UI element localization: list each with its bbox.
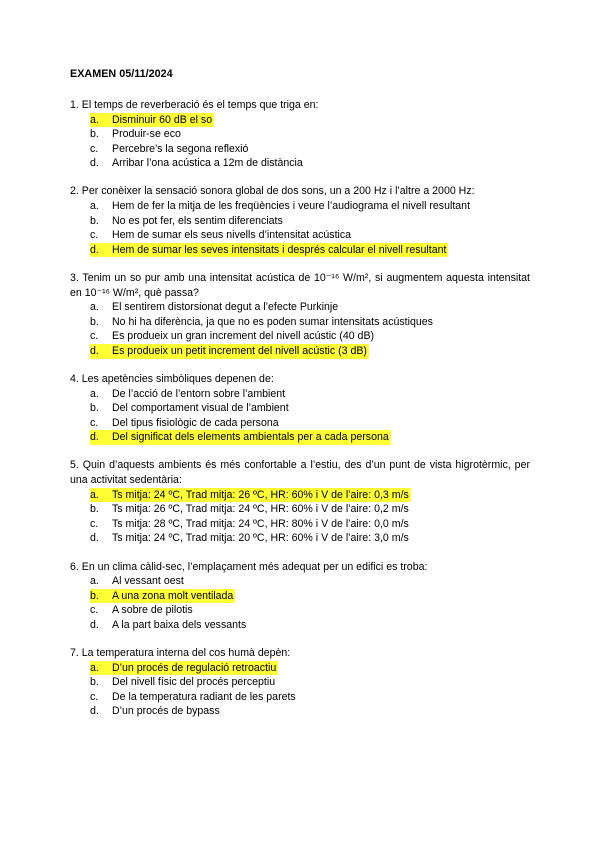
answer-body xyxy=(90,502,409,517)
option-text: No hi ha diferència, ja que no es poden sumar intensitats acústiques xyxy=(112,315,433,328)
option-letter: c. xyxy=(90,416,99,429)
option-letter: a. xyxy=(90,301,99,314)
answer-body xyxy=(90,300,338,315)
question-1 xyxy=(70,98,530,171)
answer-option xyxy=(90,574,530,589)
answer-body xyxy=(90,401,289,416)
question-text: 4. Les apetències simbòliques depenen de: xyxy=(70,373,274,385)
option-text: Ts mitja: 26 ºC, Trad mitja: 24 ºC, HR: 60% i V de l’aire: 0,2 m/s xyxy=(112,503,409,516)
answer-option xyxy=(90,488,530,503)
option-text: Es produeix un gran increment del nivell acústic (40 dB) xyxy=(112,330,375,343)
highlighted-answer xyxy=(90,243,448,258)
option-text: Del comportament visual de l’ambient xyxy=(112,402,289,415)
option-letter: c. xyxy=(90,229,99,242)
option-letter: b. xyxy=(90,503,99,516)
answer-option xyxy=(90,502,530,517)
question-6 xyxy=(70,560,530,633)
exam-page xyxy=(70,68,530,732)
answer-option xyxy=(90,401,530,416)
option-list xyxy=(70,387,530,445)
question-text: 6. En un clima càlid-sec, l’emplaçament més adequat per un edifici es troba: xyxy=(70,560,428,573)
answer-body xyxy=(90,127,181,142)
option-letter: a. xyxy=(90,661,99,674)
option-text: Ts mitja: 28 ºC, Trad mitja: 24 ºC, HR: 80% i V de l’aire: 0,0 m/s xyxy=(112,517,409,530)
answer-body xyxy=(90,675,275,690)
answer-body xyxy=(90,574,184,589)
answer-option xyxy=(90,603,530,618)
answer-option xyxy=(90,214,530,229)
answer-body xyxy=(90,517,409,532)
question-4 xyxy=(70,372,530,445)
question-text: 5. Quin d’aquests ambients és més confortable a l’estiu, des d’un punt de vista higrotèrmic, per una activitat sedentària: xyxy=(70,459,530,487)
option-text: Del tipus fisiològic de cada persona xyxy=(112,416,279,429)
option-text: Arribar l’ona acústica a 12m de distància xyxy=(112,157,303,170)
answer-option xyxy=(90,416,530,431)
option-letter: d. xyxy=(90,705,99,718)
exam-title: EXAMEN 05/11/2024 xyxy=(70,68,173,80)
question-text: 3. Tenim un so pur amb una intensitat acústica de 10⁻¹⁶ W/m², si augmentem aquesta intensitat en 10⁻¹⁶ W/m², què passa? xyxy=(70,271,530,299)
answer-body xyxy=(90,416,279,431)
answer-body xyxy=(90,199,470,214)
answer-option xyxy=(90,300,530,315)
option-letter: d. xyxy=(90,157,99,170)
option-text: El sentirem distorsionat degut a l’efecte Purkinje xyxy=(112,301,339,314)
answer-option xyxy=(90,387,530,402)
option-letter: b. xyxy=(90,214,99,227)
option-text: Percebre’s la segona reflexió xyxy=(112,142,249,155)
option-text: Hem de sumar les seves intensitats i després calcular el nivell resultant xyxy=(112,243,447,256)
answer-option xyxy=(90,127,530,142)
question-text: 7. La temperatura interna del cos humà depèn: xyxy=(70,647,291,659)
answer-option xyxy=(90,675,530,690)
option-text: Ts mitja: 24 ºC, Trad mitja: 20 ºC, HR: 60% i V de l’aire: 3,0 m/s xyxy=(112,532,409,545)
option-letter: a. xyxy=(90,387,99,400)
option-letter: c. xyxy=(90,690,99,703)
answer-body xyxy=(90,704,220,719)
answer-option xyxy=(90,618,530,633)
option-text: Es produeix un petit increment del nivell acústic (3 dB) xyxy=(112,344,367,357)
highlighted-answer xyxy=(90,488,411,503)
option-letter: c. xyxy=(90,330,99,343)
option-text: A la part baixa dels vessants xyxy=(112,618,247,631)
question-7 xyxy=(70,646,530,719)
answer-body xyxy=(90,329,374,344)
option-letter: b. xyxy=(90,128,99,141)
answer-body xyxy=(90,315,433,330)
answer-body xyxy=(90,387,285,402)
option-list xyxy=(70,113,530,171)
option-letter: c. xyxy=(90,517,99,530)
answer-option xyxy=(90,315,530,330)
option-list xyxy=(70,574,530,632)
option-letter: b. xyxy=(90,402,99,415)
option-letter: d. xyxy=(90,431,99,444)
answer-option xyxy=(90,531,530,546)
option-list xyxy=(70,488,530,546)
option-text: Al vessant oest xyxy=(112,575,184,588)
option-letter: a. xyxy=(90,488,99,501)
question-5 xyxy=(70,458,530,546)
option-letter: d. xyxy=(90,532,99,545)
option-letter: c. xyxy=(90,604,99,617)
answer-body xyxy=(90,603,193,618)
answer-body xyxy=(90,214,283,229)
answer-option xyxy=(90,704,530,719)
answer-body xyxy=(90,618,246,633)
option-letter: b. xyxy=(90,315,99,328)
option-text: Hem de fer la mitja de les freqüències i veure l’audiograma el nivell resultant xyxy=(112,200,471,213)
answer-option xyxy=(90,142,530,157)
option-letter: d. xyxy=(90,243,99,256)
answer-option xyxy=(90,430,530,445)
answer-body xyxy=(90,156,303,171)
answer-option xyxy=(90,589,530,604)
option-list xyxy=(70,661,530,719)
answer-body xyxy=(90,531,409,546)
option-letter: a. xyxy=(90,575,99,588)
highlighted-answer xyxy=(90,113,214,128)
option-letter: d. xyxy=(90,344,99,357)
answer-body xyxy=(90,142,248,157)
option-letter: a. xyxy=(90,113,99,126)
answer-option xyxy=(90,243,530,258)
option-text: Del nivell físic del procés perceptiu xyxy=(112,676,276,689)
question-text: 1. El temps de reverberació és el temps que triga en: xyxy=(70,99,319,111)
option-text: Hem de sumar els seus nivells d’intensitat acústica xyxy=(112,229,352,242)
answer-body xyxy=(90,690,296,705)
answer-option xyxy=(90,113,530,128)
option-letter: d. xyxy=(90,618,99,631)
option-letter: a. xyxy=(90,200,99,213)
option-text: Del significat dels elements ambientals per a cada persona xyxy=(112,431,389,444)
option-letter: b. xyxy=(90,676,99,689)
answer-option xyxy=(90,344,530,359)
option-letter: b. xyxy=(90,589,99,602)
question-2 xyxy=(70,184,530,257)
answer-option xyxy=(90,517,530,532)
option-text: Produir-se eco xyxy=(112,128,181,141)
option-text: A una zona molt ventilada xyxy=(112,589,234,602)
option-text: D’un procés de regulació retroactiu xyxy=(112,661,277,674)
answer-option xyxy=(90,199,530,214)
question-list xyxy=(70,98,530,719)
option-letter: c. xyxy=(90,142,99,155)
answer-option xyxy=(90,156,530,171)
option-text: Ts mitja: 24 ºC, Trad mitja: 26 ºC, HR: 60% i V de l’aire: 0,3 m/s xyxy=(112,488,409,501)
answer-option xyxy=(90,228,530,243)
answer-option xyxy=(90,329,530,344)
question-text: 2. Per conèixer la sensació sonora global de dos sons, un a 200 Hz i l’altre a 2000 Hz: xyxy=(70,185,475,198)
highlighted-answer xyxy=(90,430,391,445)
option-text: De la temperatura radiant de les parets xyxy=(112,690,296,703)
option-text: Disminuir 60 dB el so xyxy=(112,113,213,126)
question-3 xyxy=(70,271,530,359)
option-list xyxy=(70,199,530,257)
option-text: De l’acció de l’entorn sobre l’ambient xyxy=(112,387,286,400)
answer-body xyxy=(90,228,351,243)
highlighted-answer xyxy=(90,589,235,604)
option-text: D’un procés de bypass xyxy=(112,705,220,718)
answer-option xyxy=(90,690,530,705)
option-text: No es pot fer, els sentim diferenciats xyxy=(112,214,283,227)
answer-option xyxy=(90,661,530,676)
highlighted-answer xyxy=(90,344,369,359)
option-list xyxy=(70,300,530,358)
option-text: A sobre de pilotis xyxy=(112,604,193,617)
highlighted-answer xyxy=(90,661,278,676)
